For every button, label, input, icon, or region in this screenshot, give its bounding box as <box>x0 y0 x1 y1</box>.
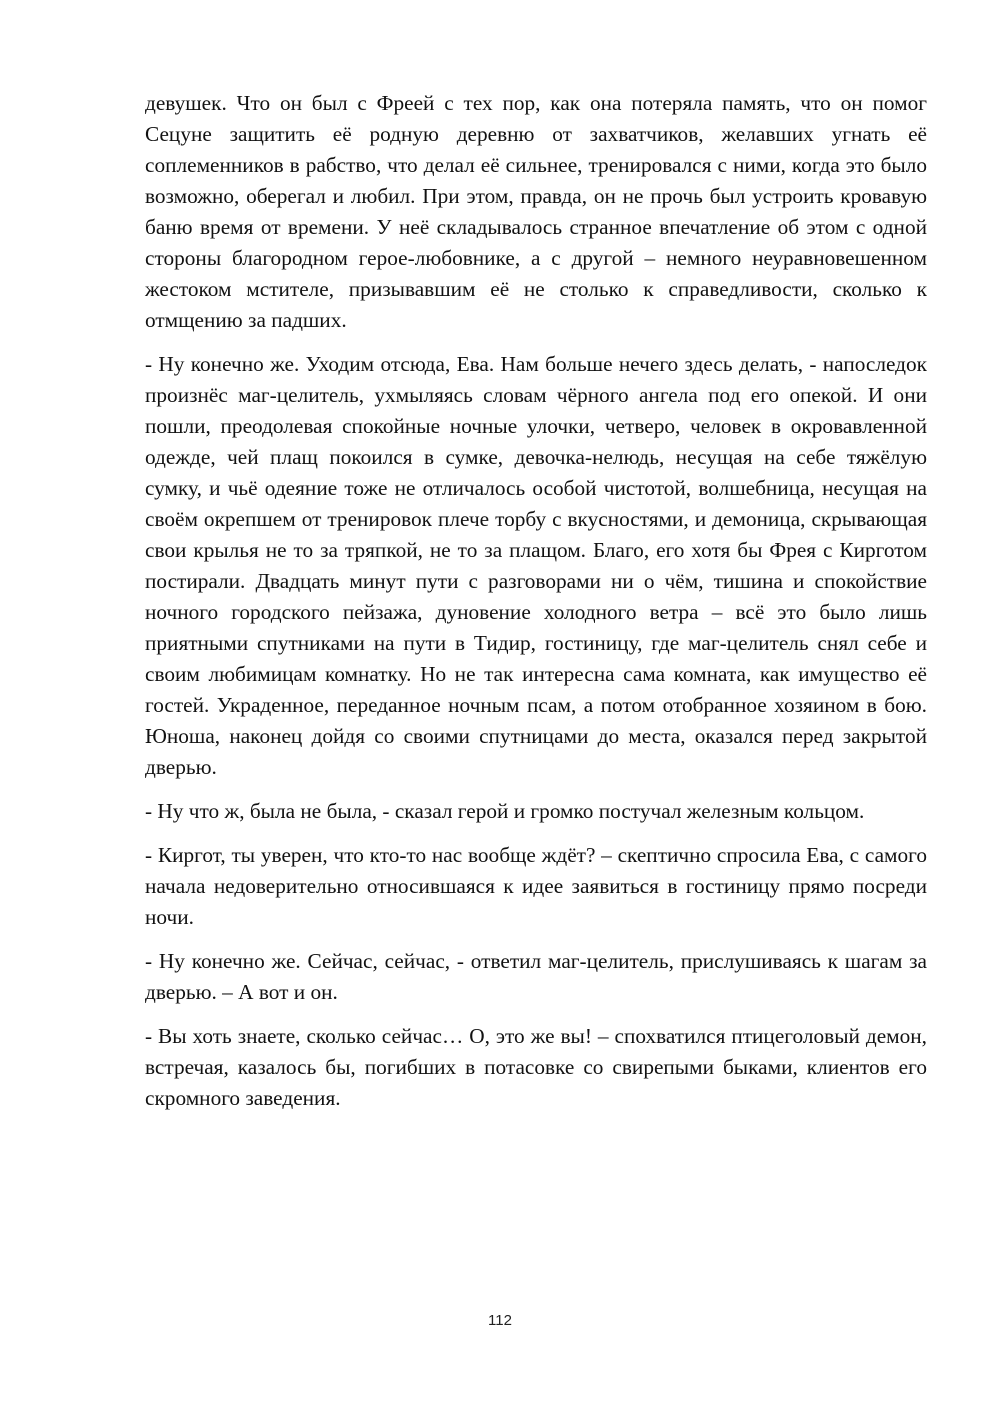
page-number: 112 <box>488 1312 512 1329</box>
page-body <box>145 88 927 1127</box>
paragraph-3: - Ну что ж, была не была, - сказал герой и громко постучал железным кольцом. <box>145 799 865 823</box>
paragraph-2: - Ну конечно же. Уходим отсюда, Ева. Нам больше нечего здесь делать, - напоследок произнёс маг-целитель, ухмыляясь словам чёрного ангела под его опекой. И они пошли, преодолевая спокойные ночные улочки, четверо, человек в окровавленной одежде, чей плащ покоился в сумке, девочка-нелюдь, несущая на себе тяжёлую сумку, и чьё одеяние тоже не отличалось особой чистотой, волшебница, несущая на своём окрепшем от тренировок плече торбу с вкусностями, и демоница, скрывающая свои крылья не то за тряпкой, не то за плащом. Благо, его хотя бы Фрея с Кирготом постирали. Двадцать минут пути с разговорами ни о чём, тишина и спокойствие ночного городского пейзажа, дуновение холодного ветра – всё это было лишь приятными спутниками на пути в Тидир, гостиницу, где маг-целитель снял себе и своим любимицам комнатку. Но не так интересна сама комната, как имущество её гостей. Украденное, переданное ночным псам, а потом отобранное хозяином в бою. Юноша, наконец дойдя со своими спутницами до места, оказался перед закрытой дверью. <box>145 352 927 779</box>
paragraph-6: - Вы хоть знаете, сколько сейчас… О, это же вы! – спохватился птицеголовый демон, встречая, казалось бы, погибших в потасовке со свирепыми быками, клиентов его скромного заведения. <box>145 1024 927 1110</box>
paragraph-5: - Ну конечно же. Сейчас, сейчас, - ответил маг-целитель, прислушиваясь к шагам за дверью. – А вот и он. <box>145 949 927 1004</box>
paragraph-1: девушек. Что он был с Фреей с тех пор, как она потеряла память, что он помог Сецуне защитить её родную деревню от захватчиков, желавших угнать её соплеменников в рабство, что делал её сильнее, тренировался с ними, когда это было возможно, оберегал и любил. При этом, правда, он не прочь был устроить кровавую баню время от времени. У неё складывалось странное впечатление об этом с одной стороны благородном герое-любовнике, а с другой – немного неуравновешенном жестоком мстителе, призывавшим её не столько к справедливости, сколько к отмщению за падших. <box>145 91 927 332</box>
paragraph-4: - Киргот, ты уверен, что кто-то нас вообще ждёт? – скептично спросила Ева, с самого начала недоверительно относившаяся к идее заявиться в гостиницу прямо посреди ночи. <box>145 843 927 929</box>
